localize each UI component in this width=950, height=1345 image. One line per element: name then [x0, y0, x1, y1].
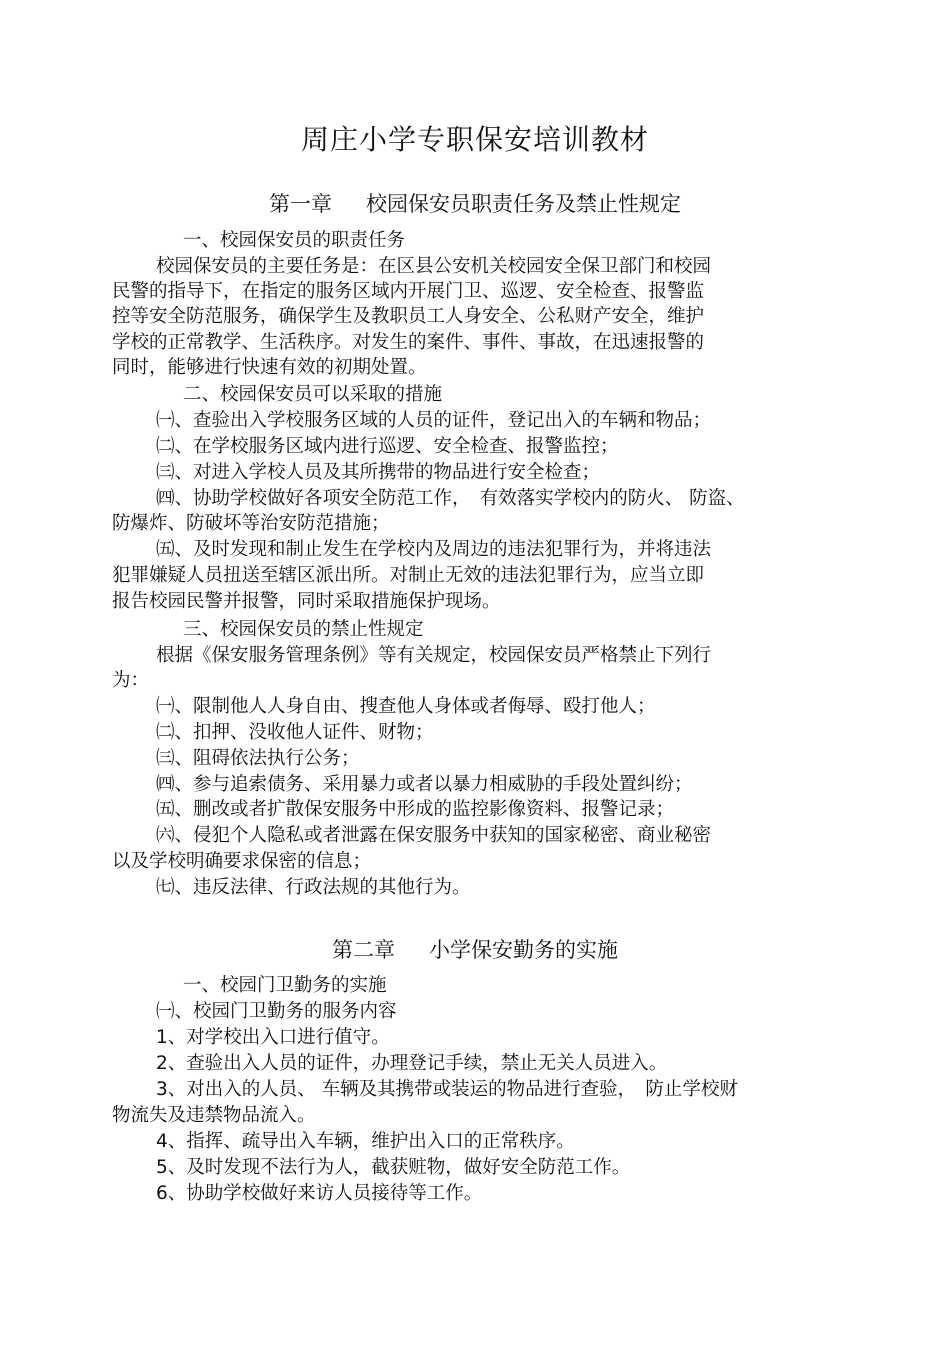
list-item: ㈢、阻碍依法执行公务；	[156, 748, 360, 769]
list-item: ㈦、违反法律、行政法规的其他行为。	[156, 877, 471, 898]
chapter-2-label: 第二章	[332, 938, 395, 962]
list-item-continuation: 报告校园民警并报警，同时采取措施保护现场。	[112, 591, 501, 612]
list-item: ㈠、限制他人人身自由、搜查他人身体或者侮辱、殴打他人；	[156, 696, 656, 717]
list-item: ㈤、删改或者扩散保安服务中形成的监控影像资料、报警记录；	[156, 799, 675, 820]
list-item: 2、查验出入人员的证件，办理登记手续，禁止无关人员进入。	[156, 1053, 668, 1074]
list-item: 5、及时发现不法行为人，截获赃物，做好安全防范工作。	[156, 1157, 631, 1178]
list-item: ㈠、查验出入学校服务区域的人员的证件，登记出入的车辆和物品；	[156, 410, 712, 431]
list-item: ㈣、参与追索债务、采用暴力或者以暴力相威胁的手段处置纠纷；	[156, 774, 693, 795]
list-item: ㈡、在学校服务区域内进行巡逻、安全检查、报警监控；	[156, 436, 619, 457]
list-item-continuation: 物流失及违禁物品流入。	[112, 1105, 316, 1126]
paragraph-line: 控等安全防范服务，确保学生及教职员工人身安全、公私财产安全，维护	[112, 306, 705, 327]
section-heading: 三、校园保安员的禁止性规定	[183, 619, 424, 640]
subsection-heading: ㈠、校园门卫勤务的服务内容	[156, 1001, 397, 1022]
paragraph-line: 学校的正常教学、生活秩序。对发生的案件、事件、事故，在迅速报警的	[112, 332, 705, 353]
list-item: 1、对学校出入口进行值守。	[156, 1027, 390, 1048]
list-item-continuation: 以及学校明确要求保密的信息；	[112, 851, 372, 872]
chapter-1-label: 第一章	[269, 192, 332, 216]
paragraph-line: 同时，能够进行快速有效的初期处置。	[112, 357, 427, 378]
chapter-2-title: 小学保安勤务的实施	[429, 938, 618, 962]
list-item-continuation: 防爆炸、防破坏等治安防范措施；	[112, 513, 390, 534]
paragraph-line: 民警的指导下，在指定的服务区域内开展门卫、巡逻、安全检查、报警监	[112, 281, 705, 302]
document-title: 周庄小学专职保安培训教材	[300, 123, 649, 156]
list-item: 4、指挥、疏导出入车辆，维护出入口的正常秩序。	[156, 1131, 575, 1152]
list-item: 3、对出入的人员、 车辆及其携带或装运的物品进行查验， 防止学校财	[156, 1079, 738, 1100]
section-heading: 一、校园保安员的职责任务	[183, 230, 406, 251]
list-item: ㈡、扣押、没收他人证件、财物；	[156, 722, 434, 743]
list-item: ㈢、对进入学校人员及其所携带的物品进行安全检查；	[156, 462, 601, 483]
paragraph-line: 为：	[112, 670, 150, 691]
section-heading: 二、校园保安员可以采取的措施	[183, 384, 443, 405]
chapter-2-heading	[0, 934, 950, 964]
list-item: ㈥、侵犯个人隐私或者泄露在保安服务中获知的国家秘密、商业秘密	[156, 825, 712, 846]
paragraph-line: 根据《保安服务管理条例》等有关规定，校园保安员严格禁止下列行	[156, 645, 712, 666]
chapter-1-title: 校园保安员职责任务及禁止性规定	[366, 192, 681, 216]
chapter-1-heading	[0, 188, 950, 218]
section-heading: 一、校园门卫勤务的实施	[183, 975, 387, 996]
list-item: ㈤、及时发现和制止发生在学校内及周边的违法犯罪行为，并将违法	[156, 539, 712, 560]
list-item-continuation: 犯罪嫌疑人员扭送至辖区派出所。对制止无效的违法犯罪行为，应当立即	[112, 565, 705, 586]
paragraph-line: 校园保安员的主要任务是：在区县公安机关校园安全保卫部门和校园	[156, 256, 712, 277]
list-item: ㈣、协助学校做好各项安全防范工作， 有效落实学校内的防火、 防盗、	[156, 488, 745, 509]
list-item: 6、协助学校做好来访人员接待等工作。	[156, 1183, 483, 1204]
